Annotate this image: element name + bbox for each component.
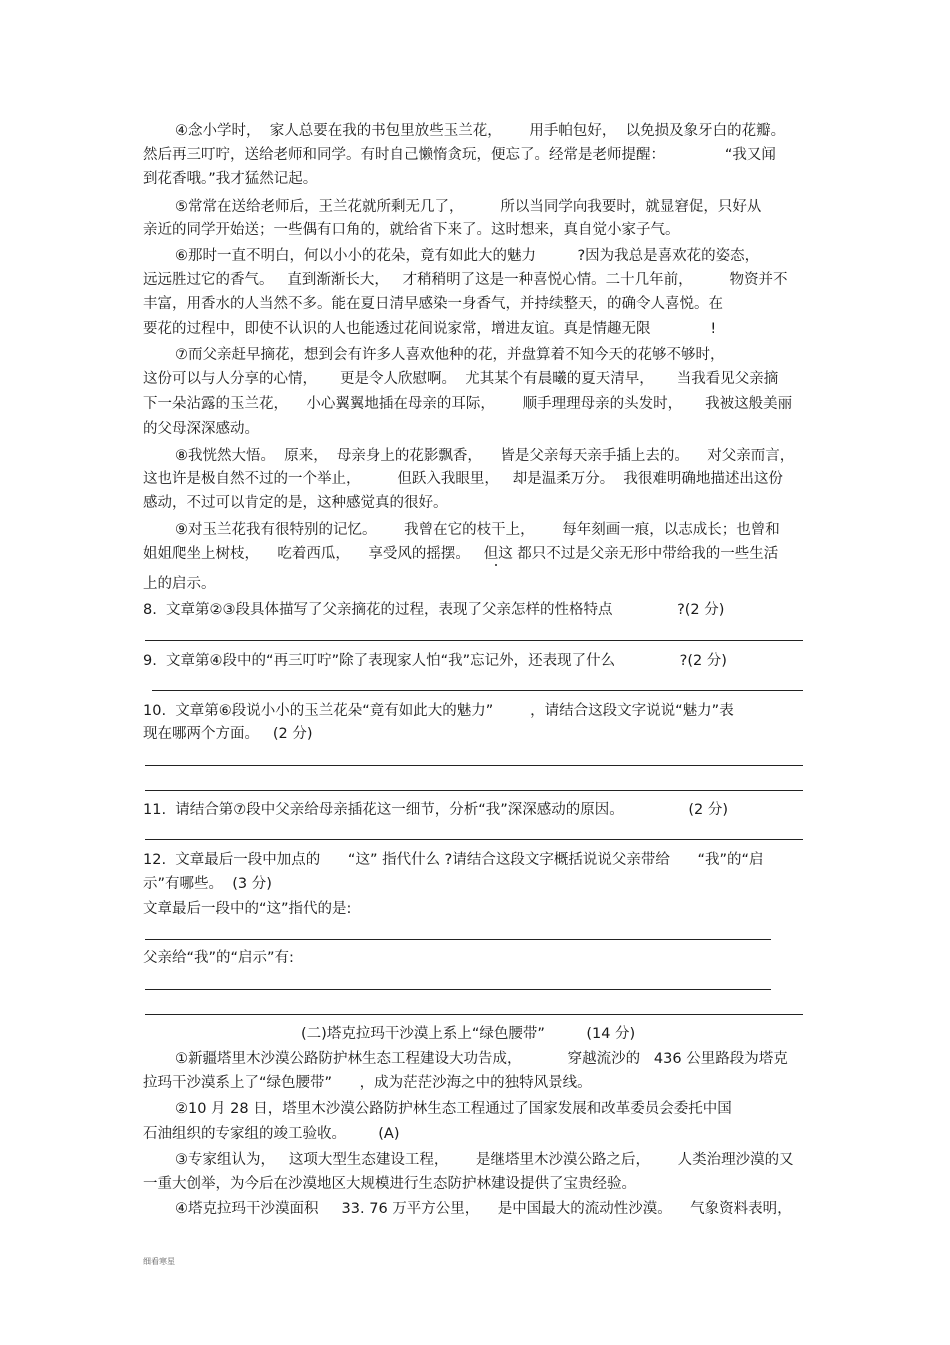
p8-line-1: ⑧我恍然大悟。 原来， 母亲身上的花影飘香， 皆是父亲每天亲手插上去的。 对父亲而言，	[175, 448, 795, 464]
p6-line-3: 丰富，用香水的人当然不多。能在夏日清早感染一身香气，并持续整天，的确令人喜悦。在	[143, 296, 723, 312]
p5-line-2: 亲近的同学开始送；一些偶有口角的，就给省下来了。这时想来，真自觉小家子气。	[143, 222, 680, 238]
p6-line-2: 远远胜过它的香气。 直到渐渐长大， 才稍稍明了这是一种喜悦心情。二十几年前， 物资并不	[143, 272, 788, 288]
p7-line-2: 这份可以与人分享的心情， 更是令人欣慰啊。 尤其某个有晨曦的夏天清早， 当我看见父亲摘	[143, 371, 779, 387]
answer-line-q11[interactable]	[145, 839, 803, 840]
section-2-title: (二)塔克拉玛干沙漠上系上“绿色腰带” (14 分)	[301, 1026, 636, 1042]
s2-p3-line-1: ③专家组认为， 这项大型生态建设工程， 是继塔里木沙漠公路之后， 人类治理沙漠的又	[175, 1152, 794, 1168]
answer-line-q12-c[interactable]	[145, 1014, 803, 1015]
question-12-line-2: 示”有哪些。 (3 分)	[143, 876, 272, 892]
p9-line-1: ⑨对玉兰花我有很特别的记忆。 我曾在它的枝干上， 每年刻画一痕，以志成长；也曾和	[175, 522, 780, 538]
p8-line-3: 感动，不过可以肯定的是，这种感觉真的很好。	[143, 495, 448, 511]
question-10-line-1: 10. 文章第⑥段说小小的玉兰花朵“竟有如此大的魅力” ，请结合这段文字说说“魅力”表	[143, 703, 734, 719]
question-10-line-2: 现在哪两个方面。 (2 分)	[143, 726, 313, 742]
p4-line-3: 到花香哦。”我才猛然记起。	[143, 171, 318, 187]
s2-p1-line-2: 拉玛干沙漠系上了“绿色腰带” ，成为茫茫沙海之中的独特风景线。	[143, 1075, 592, 1091]
p7-line-3: 下一朵沾露的玉兰花， 小心翼翼地插在母亲的耳际， 顺手理理母亲的头发时， 我被这般美丽	[143, 396, 793, 412]
s2-p4-line-1: ④塔克拉玛干沙漠面积 33. 76 万平方公里， 是中国最大的流动性沙漠。 气象资料表明，	[175, 1201, 792, 1217]
s2-p2-line-1: ②10 月 28 日，塔里木沙漠公路防护林生态工程通过了国家发展和改革委员会委托中国	[175, 1101, 732, 1117]
p8-line-2: 这也许是极自然不过的一个举止， 但跃入我眼里， 却是温柔万分。 我很难明确地描述出这份	[143, 471, 783, 487]
p6-line-1: ⑥那时一直不明白，何以小小的花朵，竟有如此大的魅力 ?因为我总是喜欢花的姿态，	[175, 248, 760, 264]
p7-line-1: ⑦而父亲赶早摘花，想到会有许多人喜欢他种的花，并盘算着不知今天的花够不够时，	[175, 347, 725, 363]
question-12-line-1: 12. 文章最后一段中加点的 “这” 指代什么 ?请结合这段文字概括说说父亲带给 “我”的“启	[143, 852, 764, 868]
p9-line-3: 上的启示。	[143, 576, 216, 592]
p7-line-4: 的父母深深感动。	[143, 421, 259, 437]
page-footer: 细看寒星	[143, 1257, 175, 1266]
question-12-prompt-a: 文章最后一段中的“这”指代的是:	[143, 901, 352, 917]
question-11: 11. 请结合第⑦段中父亲给母亲插花这一细节，分析“我”深深感动的原因。 (2 分)	[143, 802, 728, 818]
answer-line-q8[interactable]	[145, 640, 803, 641]
emphasis-dot	[495, 564, 497, 566]
p5-line-1: ⑤常常在送给老师后，王兰花就所剩无几了， 所以当同学向我要时，就显窘促，只好从	[175, 199, 762, 215]
answer-line-q10-1[interactable]	[145, 765, 803, 766]
p4-line-2: 然后再三叮咛，送给老师和同学。有时自己懒惰贪玩，便忘了。经常是老师提醒： “我又闻	[143, 147, 776, 163]
question-8: 8. 文章第②③段具体描写了父亲摘花的过程，表现了父亲怎样的性格特点 ?(2 分)	[143, 602, 725, 618]
question-12-prompt-b: 父亲给“我”的“启示”有:	[143, 950, 294, 966]
question-9: 9. 文章第④段中的“再三叮咛”除了表现家人怕“我”忘记外，还表现了什么 ?(2 分)	[143, 653, 727, 669]
answer-line-q10-2[interactable]	[145, 790, 803, 791]
s2-p3-line-2: 一重大创举，为今后在沙漠地区大规模进行生态防护林建设提供了宝贵经验。	[143, 1176, 636, 1192]
p6-line-4: 要花的过程中，即使不认识的人也能透过花间说家常，增进友谊。真是情趣无限 !	[143, 321, 717, 337]
answer-line-q9[interactable]	[152, 690, 803, 691]
s2-p2-line-2: 石油组织的专家组的竣工验收。 (A)	[143, 1126, 400, 1142]
p9-line-2: 姐姐爬坐上树枝， 吃着西瓜， 享受风的摇摆。 但这 都只不过是父亲无形中带给我的一些生活	[143, 546, 779, 562]
answer-line-q12-b[interactable]	[145, 989, 771, 990]
answer-line-q12-a[interactable]	[145, 939, 771, 940]
s2-p1-line-1: ①新疆塔里木沙漠公路防护林生态工程建设大功告成， 穿越流沙的 436 公里路段为塔克	[175, 1051, 788, 1067]
p4-line-1: ④念小学时， 家人总要在我的书包里放些玉兰花， 用手帕包好， 以免损及象牙白的花瓣。	[175, 123, 786, 139]
